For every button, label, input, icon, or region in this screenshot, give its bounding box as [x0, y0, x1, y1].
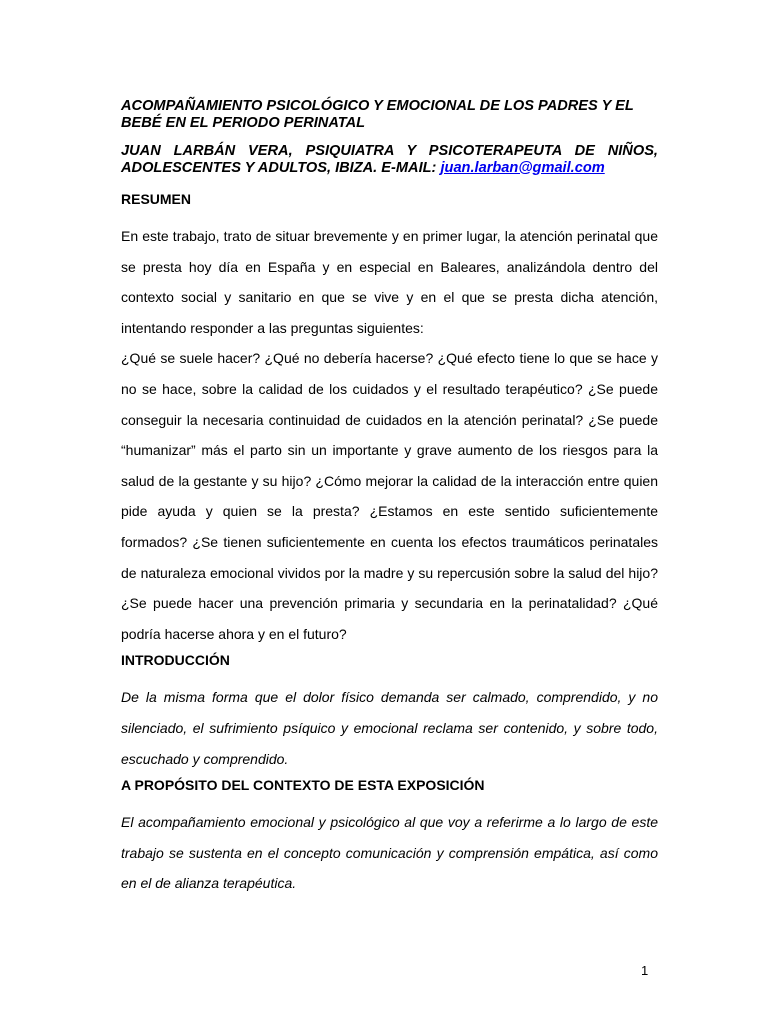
section-heading-resumen: RESUMEN: [121, 191, 192, 207]
section-heading-contexto: A PROPÓSITO DEL CONTEXTO DE ESTA EXPOSICIÓN: [121, 777, 485, 794]
contexto-paragraph: El acompañamiento emocional y psicológico al que voy a referirme a lo largo de este trabajo se sustenta en el concepto comunicación y comprensión empática, así como en el de alianza terapéutica.: [121, 814, 658, 892]
page-number: 1: [641, 963, 649, 978]
resumen-paragraph-2: ¿Qué se suele hacer? ¿Qué no debería hacerse? ¿Qué efecto tiene lo que se hace y no se hace, sobre la calidad de los cuidados y el resultado terapéutico? ¿Se puede conseguir la necesaria continuidad de cuidados en la atención perinatal? ¿Se puede “humanizar” más el parto sin un importante y grave aumento de los riesgos para la salud de la gestante y su hijo? ¿Cómo mejorar la calidad de la interacción entre quien pide ayuda y quien se la presta? ¿Estamos en este sentido suficientemente formados? ¿Se tienen suficientemente en cuenta los efectos traumáticos perinatales de naturaleza emocional vividos por la madre y su repercusión sobre la salud del hijo? ¿Se puede hacer una prevención primaria y secundaria en la perinatalidad? ¿Qué podría hacerse ahora y en el futuro?: [121, 350, 658, 642]
document-title: ACOMPAÑAMIENTO PSICOLÓGICO Y EMOCIONAL DE LOS PADRES Y EL BEBÉ EN EL PERIODO PERINATAL: [121, 98, 634, 131]
document-page: [121, 98, 658, 899]
author-line: [121, 143, 658, 176]
author-text: JUAN LARBÁN VERA, PSIQUIATRA Y PSICOTERAPEUTA DE NIÑOS, ADOLESCENTES Y ADULTOS, IBIZA. E-MAIL:: [121, 143, 658, 176]
author-email-link[interactable]: juan.larban@gmail.com: [440, 159, 605, 176]
introduccion-paragraph: De la misma forma que el dolor físico demanda ser calmado, comprendido, y no silenciado, el sufrimiento psíquico y emocional reclama ser contenido, y sobre todo, escuchado y comprendido.: [121, 689, 658, 767]
section-heading-introduccion: INTRODUCCIÓN: [121, 652, 230, 669]
resumen-paragraph-1: En este trabajo, trato de situar brevemente y en primer lugar, la atención perinatal que se presta hoy día en España y en especial en Baleares, analizándola dentro del contexto social y sanitario en que se vive y en el que se presta dicha atención, intentando responder a las preguntas siguientes:: [121, 228, 658, 336]
